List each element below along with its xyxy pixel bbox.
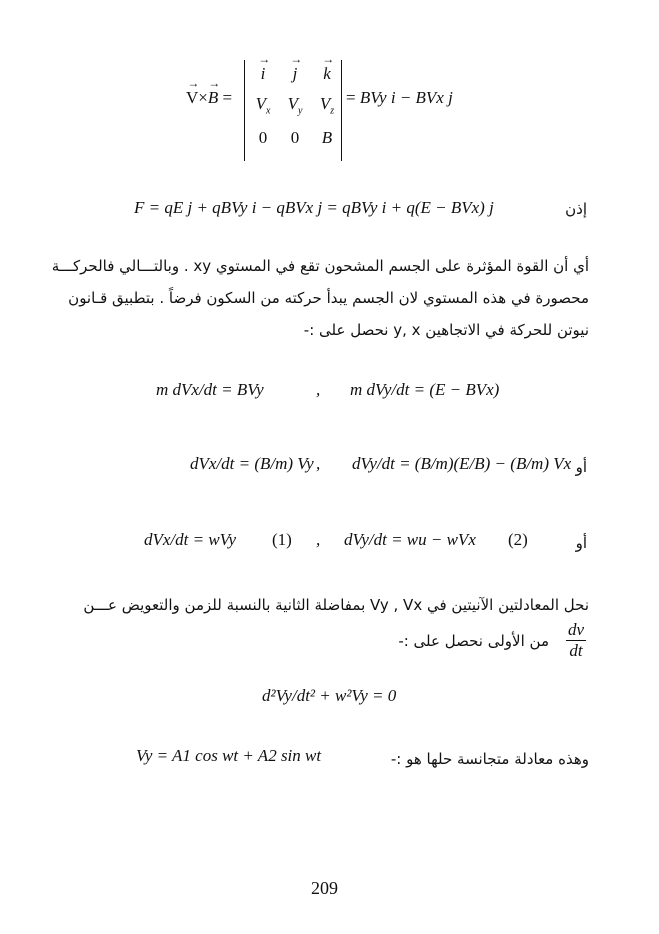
b-vector: → B xyxy=(208,88,218,108)
eq-row1-left: m dVx/dt = BVy xyxy=(156,380,264,399)
force-label: إذن xyxy=(565,200,587,218)
paragraph2-line1: نحل المعادلتين الآنيتين في Vy , Vx بمفاضلة الثانية بالنسبة للزمن والتعويض عـــن xyxy=(83,596,589,614)
eq-row2-left: dVx/dt = (B/m) Vy xyxy=(190,454,314,473)
cross-product-lhs: → V×→ B = xyxy=(186,88,232,108)
eq-row3-right: dVy/dt = wu − wVx xyxy=(344,530,476,549)
eq-row2-comma: , xyxy=(316,454,321,473)
paragraph2-line2: من الأولى نحصل على :- xyxy=(398,632,549,650)
dv-dt-fraction: $\frac{dv}{dt}$ xyxy=(568,620,585,660)
determinant-rows: → i → j → k $V_x$ $V_y$ $V_z$ 0 0 B xyxy=(246,62,342,162)
solution-label: وهذه معادلة متجانسة حلها هو :- xyxy=(390,750,589,768)
eq-row1-right: m dVy/dt = (E − BVx) xyxy=(350,380,500,399)
force-equation: F = qE j + qBVy i − qBVx j = qBVy i + q(E − BVx) j xyxy=(134,198,494,217)
eq-row3-num1: (1) xyxy=(272,530,292,549)
page-number: 209 xyxy=(311,878,338,898)
paragraph1-line1: أي أن القوة المؤثرة على الجسم المشحون تقع في المستوي xy . وبالتـــالي فالحركـــة xyxy=(51,257,589,275)
eq-row3-comma: , xyxy=(316,530,321,549)
eq-row2-right: dVy/dt = (B/m)(E/B) − (B/m) Vx xyxy=(352,454,572,473)
eq-row3-left: dVx/dt = wVy xyxy=(144,530,237,549)
paragraph1-line3: نيوتن للحركة في الاتجاهين y, x نحصل على :- xyxy=(303,321,589,339)
eq-row3-num2: (2) xyxy=(508,530,528,549)
second-order-equation: d²Vy/dt² + w²Vy = 0 xyxy=(262,686,397,705)
solution-equation: Vy = A1 cos wt + A2 sin wt xyxy=(136,746,322,765)
eq-row3-label: أو xyxy=(575,534,587,552)
eq-row2-label: أو xyxy=(575,458,587,476)
eq-row1-comma: , xyxy=(316,380,321,399)
cross-product-rhs: = BVy i − BVx j xyxy=(346,88,453,107)
paragraph1-line2: محصورة في هذه المستوي لان الجسم يبدأ حركته من السكون فرضاً . بتطبيق قـانون xyxy=(68,289,589,307)
v-vector: → V xyxy=(186,88,198,108)
